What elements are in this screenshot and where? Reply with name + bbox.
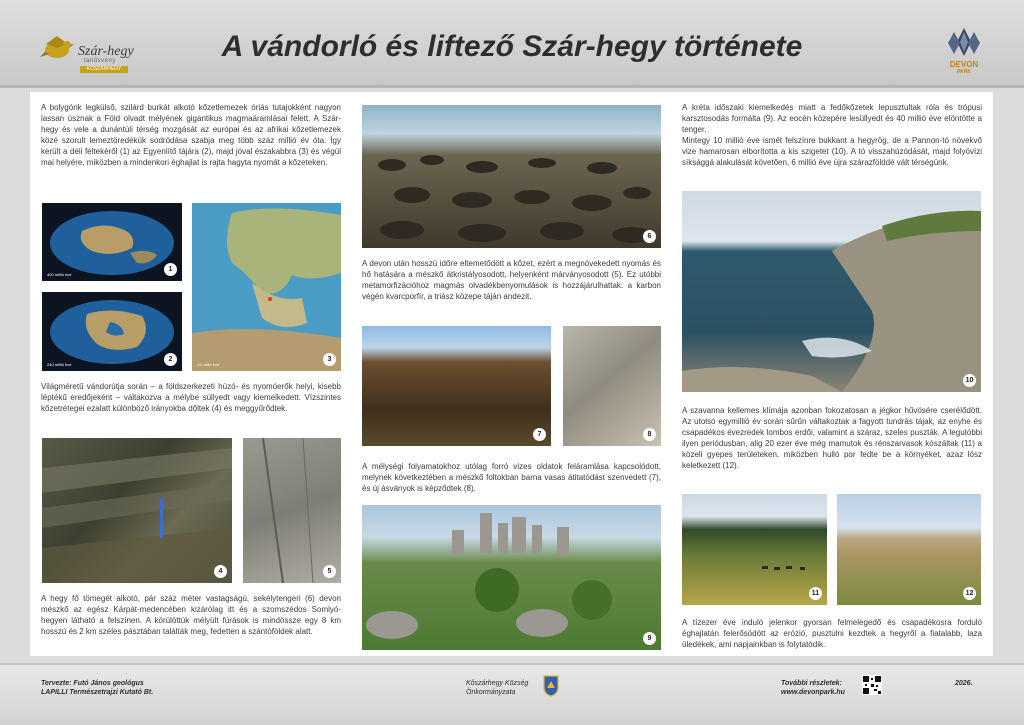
- lake-shore-photo-10: [682, 191, 981, 392]
- photo-number-1: 1: [164, 263, 177, 276]
- devon-park-logo: [939, 26, 989, 84]
- photo-number-3: 3: [323, 353, 336, 366]
- col3-paragraph-3: A tízezer éve induló jelenkor gyorsan felmelegedő és csapadékosra forduló éghajlatán felerősödött az erózió, pusztulni kezdtek a hegyről a fiatalabb, laza üledékek, ami napjainkban is folytatódik.: [682, 618, 982, 649]
- sponsor-line-2: Önkormányzata: [466, 689, 516, 696]
- europe-map-icon: [192, 203, 341, 371]
- photo-number-8: 8: [643, 428, 656, 441]
- year-label: 2026.: [955, 680, 973, 687]
- map-photo-1: [42, 203, 182, 281]
- sponsor-credit: [466, 679, 528, 697]
- logo-left-sub: tanösvény: [84, 58, 116, 64]
- designer-credit: [41, 679, 153, 697]
- steppe-animals-photo-11: [682, 494, 827, 605]
- map-3-label: 15 millió éve: [197, 362, 220, 367]
- photo-number-2: 2: [164, 353, 177, 366]
- logo-right-line1: DEVON: [949, 60, 979, 69]
- more-info-line-1: További részletek:: [781, 680, 842, 687]
- col2-paragraph-1: A devon után hosszú időre eltemetődött a kőzet, ezért a megnövekedett nyomás és hő hatására a mészkő átkristályosodott, helyenként márványosodott (5). Ez utóbbi metamorfizációhoz magmás olvadékbenyomulások is hozzájárulhattak: a karbon végén kvarcporfír, a triász közepe táján andezit.: [362, 259, 661, 301]
- photo-number-10: 10: [963, 374, 976, 387]
- map-2-label: 240 millió éve: [47, 362, 72, 367]
- photo-number-12: 12: [963, 587, 976, 600]
- stromatolite-beach-photo-6: [362, 105, 661, 248]
- logo-right-line2: PARK: [957, 69, 971, 75]
- col1-paragraph-1: A bolygónk legkülső, szilárd burkát alkotó kőzetlemezek óriás tutajokként nagyon lassan úsznak a Föld olvadt mélyének gigantikus magmaáramlásai felett. A Szár-hegy és vele a dunántúli térség mozgását az európai és az afrikai kőzetlemezek közé szorult lemeztöredékük sodródása szabja meg több száz millió év óta. Így került a déli féltekéről (1) az Egyenlítő tájára (2), majd jóval északabbra (3) és végül mai helyére, miközben a mindenkori éghajlat is rajta hagyta nyomát a kőzeteken.: [41, 103, 341, 167]
- mineral-rock-photo-8: [563, 326, 661, 446]
- more-info: [781, 679, 845, 697]
- designer-line-1: Tervezte: Futó János geológus: [41, 680, 144, 687]
- strata-graphic: [42, 438, 232, 583]
- col3-paragraph-2: A szavanna kellemes klímája azonban fokozatosan a jégkor hűvösére cserélődött. Az utolsó egymillió év során sűrűn váltakoztak a fagyott tundrás tájak, az enyhe és csapadékos évezredek lombos erdői, valamint a száraz, szeles puszták. A legutóbbi ilyen periódusban, alig 20 ezer éve még mamutok és rénszarvasok kószáltak (11) a közeli gyepes területeken, miközben hulló por fedte be a környéket, azaz lösz keletkezett (12).: [682, 406, 982, 470]
- photo-number-5: 5: [323, 565, 336, 578]
- designer-line-2: LAPILLI Természetrajzi Kutató Bt.: [41, 689, 154, 696]
- header-bar: [0, 0, 1024, 88]
- globe-map-2-icon: [42, 292, 182, 371]
- photo-number-9: 9: [643, 632, 656, 645]
- sponsor-line-1: Kőszárhegy Község: [466, 680, 529, 687]
- page-title: A vándorló és liftező Szár-hegy története: [221, 30, 803, 63]
- shore-graphic: [682, 191, 981, 392]
- globe-map-1-icon: [42, 203, 182, 281]
- photo-number-6: 6: [643, 230, 656, 243]
- limestone-graphic: [243, 438, 341, 583]
- map-photo-2: [42, 292, 182, 371]
- karst-landscape-photo-9: [362, 505, 661, 650]
- stromatolite-graphic: [362, 105, 661, 248]
- qr-code-icon[interactable]: [862, 675, 882, 695]
- limestone-photo-5: [243, 438, 341, 583]
- footer-bar: [0, 663, 1024, 725]
- map-photo-3: [192, 203, 341, 371]
- devon-diamond-icon: [939, 26, 989, 60]
- photo-number-11: 11: [809, 587, 822, 600]
- col2-paragraph-2: A mélységi folyamatokhoz utólag forró vizes oldatok feláramlása kapcsolódott, melynek következtében a mészkő foltokban barna vasas átitatódást szenvedett (7), és új ásványok is képződtek (8).: [362, 462, 661, 493]
- col1-paragraph-3: A hegy fő tömegét alkotó, pár száz méter vastagságú, sekélytengeri (6) devon mészkő az egész Kárpát-medencében kizárólag itt és a szomszédos Somlyó-hegyen látható a felszínen. A körülöttük mélyült fúrások is mindössze egy 8 km hosszú és 2 km széles pásztában találták meg, fedetten a szántóföldek alatt.: [41, 594, 341, 636]
- animals-graphic: [682, 494, 827, 605]
- website-link[interactable]: www.devonpark.hu: [781, 689, 845, 696]
- photo-number-4: 4: [214, 565, 227, 578]
- karst-graphic: [362, 505, 661, 650]
- logo-left-band: KŐSZÁRHEGY: [80, 66, 128, 73]
- coat-of-arms-icon: [543, 675, 559, 697]
- rock-strata-photo-4: [42, 438, 232, 583]
- col3-paragraph-1: A kréta időszaki kiemelkedés miatt a fedőkőzetek lepusztultak róla és trópusi karsztosodás formálta (9). Az eocén közepére lesüllyedt és 40 millió éve elöntötte a tenger. Mintegy 10 millió éve ismét felszínre bukkant a hegyrög, de a Pannon-tó növekvő vize hamarosan elborította a kis szigetet (10). A tó visszahúzódását, majd folyóvízi síksággá alakulását követően, 6 millió éve újra szárazfölddé vált térségünk.: [682, 103, 982, 167]
- logo-left-name: Szár-hegy: [78, 44, 134, 59]
- map-1-label: 400 millió éve: [47, 272, 72, 277]
- loess-wall-photo-12: [837, 494, 981, 605]
- photo-number-7: 7: [533, 428, 546, 441]
- iron-stained-rock-photo-7: [362, 326, 551, 446]
- col1-paragraph-2: Világméretű vándorútja során – a földszerkezeti húzó- és nyomóerők helyi, kisebb léptékű eredőjeként – váltakozva a mélybe süllyedt vagy kiemelkedett. Vízszintes kőzetrétegei ezalatt különböző irányokba dőltek (4) és meggyűrődtek.: [41, 382, 341, 413]
